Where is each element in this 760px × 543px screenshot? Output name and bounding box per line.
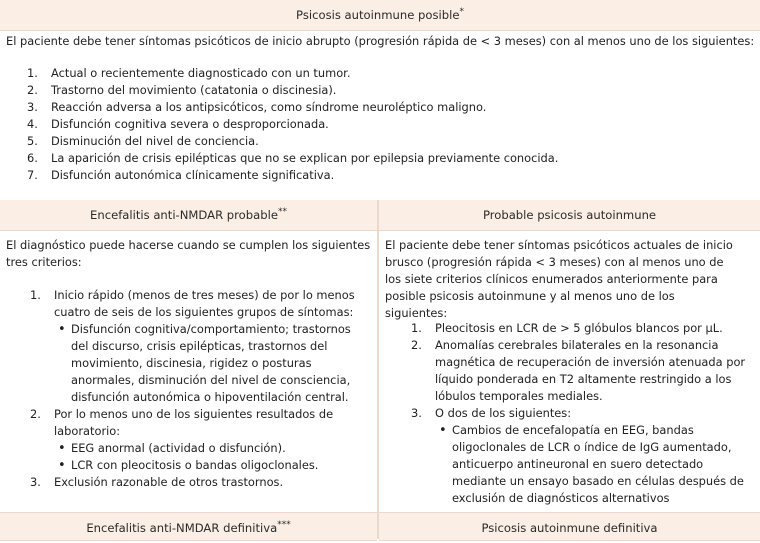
item-text: Disminución del nivel de conciencia.	[51, 134, 259, 148]
left-intro: El diagnóstico puede hacerse cuando se cumplen los siguientes tres criterios:	[6, 238, 371, 269]
footnote-mark: **	[277, 207, 287, 218]
header-text: Encefalitis anti-NMDAR probable	[90, 208, 278, 222]
sub-bullet-list	[54, 440, 370, 474]
item-text: Anomalías cerebrales bilaterales en la resonancia magnética de recuperación de inversión atenuada por líquido ponderada en T2 altamente restringido a los lóbulos temporales mediales.	[435, 338, 746, 403]
top-criteria-list	[27, 65, 747, 184]
criterion-item	[27, 99, 747, 116]
sub-bullet-list	[435, 422, 755, 507]
item-number: 3.	[27, 100, 38, 114]
criterion-item	[27, 167, 747, 184]
item-number: 5.	[27, 134, 38, 148]
item-text: Trastorno del movimiento (catatonia o discinesia).	[51, 83, 337, 97]
criterion-item	[27, 116, 747, 133]
item-number: 4.	[27, 117, 38, 131]
item-text: La aparición de crisis epilépticas que no se explican por epilepsia previamente conocida.	[51, 151, 559, 165]
footnote-mark: *	[459, 7, 464, 18]
header-definite-anti-nmdar	[0, 512, 377, 541]
item-number: 2.	[411, 338, 422, 352]
header-text: Psicosis autoinmune definitiva	[481, 521, 658, 535]
item-number: 2.	[27, 83, 38, 97]
criterion-item	[27, 65, 747, 82]
item-text: Inicio rápido (menos de tres meses) de por lo menos cuatro de seis de los siguientes grupos de síntomas:	[54, 288, 355, 319]
criterion-item	[27, 133, 747, 150]
item-text: Reacción adversa a los antipsicóticos, como síndrome neuroléptico maligno.	[51, 100, 487, 114]
right-intro: El paciente debe tener síntomas psicóticos actuales de inicio brusco (progresión rápida < 3 meses) con al menos uno de los siete criterios clínicos enumerados anteriormente para posible psicosis autoinmune y al menos uno de los siguientes:	[385, 238, 733, 320]
header-probable-autoimmune-psychosis	[379, 200, 760, 231]
criterion-item	[411, 405, 755, 507]
sub-bullet-list	[54, 321, 370, 406]
header-text: Psicosis autoinmune posible	[296, 8, 460, 22]
header-definite-autoimmune-psychosis	[379, 512, 760, 541]
item-text: O dos de los siguientes:	[435, 406, 572, 420]
sub-bullet-item: • LCR con pleocitosis o bandas oligoclonales.	[54, 457, 370, 474]
left-criteria-list	[30, 287, 370, 491]
header-possible-autoimmune-psychosis	[0, 0, 760, 31]
sub-bullet-item: • Disfunción cognitiva/comportamiento; trastornos del discurso, crisis epilépticas, trastornos del movimiento, discinesia, rigidez o posturas anormales, disminución del nivel de consciencia, disfunción autonómica o hipoventilación central.	[54, 321, 370, 406]
item-number: 2.	[30, 407, 41, 421]
item-number: 1.	[30, 288, 41, 302]
item-text: Exclusión razonable de otros trastornos.	[54, 475, 284, 489]
item-number: 6.	[27, 151, 38, 165]
sub-bullet-item: • Cambios de encefalopatía en EEG, bandas oligoclonales de LCR o índice de IgG aumentado, anticuerpo antineuronal en suero detectado mediante un ensayo basado en células después de exclusión de diagnósticos alternativos	[435, 422, 755, 507]
item-number: 1.	[411, 321, 422, 335]
right-criteria-list	[411, 320, 755, 507]
header-text: Probable psicosis autoinmune	[482, 208, 657, 222]
sub-bullet-item: • EEG anormal (actividad o disfunción).	[54, 440, 370, 457]
item-number: 1.	[27, 66, 38, 80]
criterion-item	[411, 337, 755, 405]
criterion-item	[27, 82, 747, 99]
column-divider	[377, 200, 379, 539]
criterion-item	[411, 320, 755, 337]
footnote-mark: ***	[277, 520, 291, 531]
item-number: 3.	[411, 406, 422, 420]
item-text: Disfunción cognitiva severa o desproporcionada.	[51, 117, 329, 131]
item-text: Pleocitosis en LCR de > 5 glóbulos blancos por μL.	[435, 321, 723, 335]
item-text: Disfunción autonómica clínicamente significativa.	[51, 168, 335, 182]
header-text: Encefalitis anti-NMDAR definitiva	[86, 521, 278, 535]
item-text: Actual o recientemente diagnosticado con un tumor.	[51, 66, 351, 80]
item-number: 3.	[30, 475, 41, 489]
top-intro: El paciente debe tener síntomas psicóticos de inicio abrupto (progresión rápida de < 3 meses) con al menos uno de los siguientes:	[6, 34, 755, 48]
criterion-item	[30, 406, 370, 474]
item-number: 7.	[27, 168, 38, 182]
criterion-item	[27, 150, 747, 167]
criterion-item	[30, 287, 370, 406]
item-text: Por lo menos uno de los siguientes resultados de laboratorio:	[54, 407, 334, 438]
criterion-item	[30, 474, 370, 491]
header-probable-anti-nmdar	[0, 200, 377, 231]
